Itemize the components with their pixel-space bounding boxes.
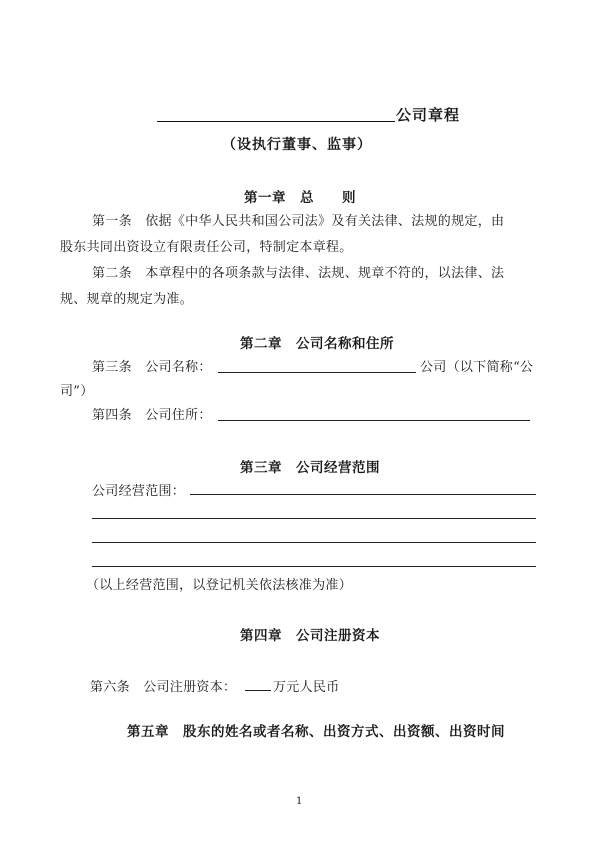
business-scope-line-1 (190, 494, 536, 495)
article-3-line-2: 司”） (60, 384, 94, 399)
chapter-5-heading: 第五章 股东的姓名或者名称、出资方式、出资额、出资时间 (127, 724, 505, 740)
company-name-field (218, 372, 416, 373)
article-2-line-2: 规、规章的规定为准。 (60, 292, 194, 307)
article-1-line-2: 股东共同出资设立有限责任公司，特制定本章程。 (60, 240, 353, 255)
document-subtitle: （设执行董事、监事） (222, 137, 372, 153)
article-1-line-1: 第一条 依据《中华人民共和国公司法》及有关法律、法规的规定，由 (92, 214, 505, 229)
business-scope-label: 公司经营范围： (92, 484, 186, 499)
registered-capital-field (245, 690, 271, 691)
business-scope-note: （以上经营范围，以登记机关依法核准为准） (86, 578, 353, 593)
company-name-blank (157, 121, 395, 122)
article-2-line-1: 第二条 本章程中的各项条款与法律、法规、规章不符的，以法律、法 (92, 266, 505, 281)
article-6-unit: 万元人民币 (273, 680, 340, 695)
business-scope-line-3 (92, 542, 536, 543)
business-scope-line-2 (92, 518, 536, 519)
chapter-2-heading: 第二章 公司名称和住所 (240, 336, 394, 352)
company-address-field (218, 420, 530, 421)
article-4-label: 第四条 公司住所： (92, 408, 212, 423)
chapter-3-heading: 第三章 公司经营范围 (240, 460, 380, 476)
business-scope-line-4 (92, 566, 536, 567)
document-title: 公司章程 (396, 106, 461, 124)
article-3-label: 第三条 公司名称： (92, 360, 212, 375)
page-number: 1 (296, 796, 303, 807)
chapter-1-heading: 第一章 总 则 (244, 190, 356, 206)
chapter-4-heading: 第四章 公司注册资本 (240, 628, 380, 644)
article-6-label: 第六条 公司注册资本： (90, 680, 237, 695)
article-3-suffix: 公司（以下简称“公 (420, 360, 534, 375)
